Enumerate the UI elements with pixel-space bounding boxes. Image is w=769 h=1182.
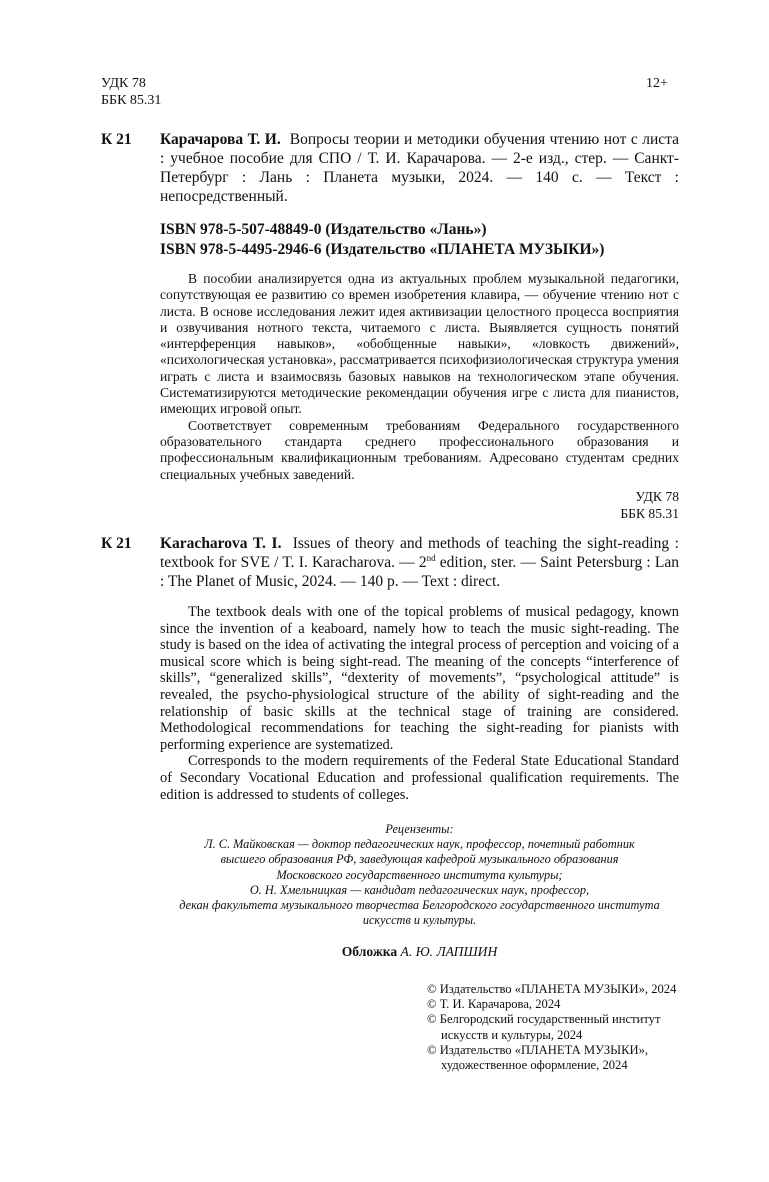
- copyright-3a: © Белгородский государственный институт: [427, 1012, 661, 1027]
- ru-bbk: ББК 85.31: [620, 506, 679, 521]
- copyright-block: [427, 982, 727, 1073]
- age-rating: 12+: [646, 76, 668, 91]
- copyright-4b: художественное оформление, 2024: [441, 1058, 628, 1073]
- reviewer-line-6: искусств и культуры.: [362, 913, 477, 928]
- en-author: Karacharova T. I.: [160, 535, 282, 552]
- ru-isbn-2: ISBN 978-5-4495-2946-6 (Издательство «ПЛАНЕТА МУЗЫКИ»): [160, 241, 605, 258]
- ru-entry-text: Вопросы теории и методики обучения чтению нот с листа : учебное пособие для СПО / Т. И. Карачарова. — 2-е изд., стер. — Санкт-Петербург : Лань : Планета музыки, 2024. — 140 с. — Текст : непосредственный.: [160, 131, 679, 205]
- copyright-4a: © Издательство «ПЛАНЕТА МУЗЫКИ»,: [427, 1042, 649, 1057]
- reviewer-line-1: Л. С. Майковская — доктор педагогических наук, профессор, почетный работник: [204, 837, 635, 852]
- ru-udk: УДК 78: [635, 489, 679, 504]
- ru-abstract-p1: В пособии анализируется одна из актуальных проблем музыкальной педагогики, сопутствующая ее развитию со времен изобретения клавира, — обучение чтению нот с листа. В основе исследования лежит идея активизации целостного процесса восприятия и озвучивания нотного текста, читаемого с листа. Выявляется сущность понятий «интерференция навыков», «обобщенные навыки», «ловкость движений», «психологическая установка», рассматривается психофизиологическая структура умения играть с листа и взаимосвязь базовых навыков на технологическом этапе обучения. Систематизируются методические рекомендации обучения игре с листа для пианистов, имеющих игровой опыт.: [160, 271, 679, 417]
- reviewer-line-3: Московского государственного института культуры;: [276, 867, 563, 882]
- ru-abstract: [160, 271, 679, 483]
- reviewer-line-5: декан факультета музыкального творчества Белгородского государственного института: [179, 898, 660, 913]
- ru-isbn-1: ISBN 978-5-507-48849-0 (Издательство «Лань»): [160, 221, 487, 238]
- en-entry-text-a: Issues of theory and methods of teaching the sight-reading : textbook for SVE / T. I. Karacharova. — 2: [160, 535, 679, 571]
- copyright-1: © Издательство «ПЛАНЕТА МУЗЫКИ», 2024: [427, 982, 677, 996]
- copyright-3b: искусств и культуры, 2024: [441, 1027, 583, 1042]
- ru-author: Карачарова Т. И.: [160, 131, 281, 148]
- cover-credit: [160, 943, 679, 960]
- cover-name: А. Ю. ЛАПШИН: [400, 944, 498, 959]
- en-abstract-p1: The textbook deals with one of the topical problems of musical pedagogy, known since the invention of a keaboard, namely how to teach the music sight-reading. The study is based on the idea of activating the integral process of perception and voicing of a musical score which is being sight-read. The meaning of the concepts “interference of skills”, “generalized skills”, “dexterity of movements”, “psychological attitude” is revealed, the psycho-physiological structure of the ability of sight-reading and the relationship of basic skills at the technical stage of training are considered. Methodological recommendations for teaching the sight-reading for pianists with performing experience are systematized.: [160, 604, 679, 753]
- copyright-2: © Т. И. Карачарова, 2024: [427, 997, 561, 1012]
- reviewers: [101, 822, 738, 928]
- ru-author-code: К 21: [101, 131, 132, 148]
- en-bibliographic-entry: [160, 534, 679, 591]
- ru-abstract-p2: Соответствует современным требованиям Федерального государственного образовательного стандарта среднего профессионального образования и профессиональным квалификационным требованиям. Адресовано студентам средних специальных учебных заведений.: [160, 417, 679, 482]
- ru-bibliographic-entry: [160, 130, 679, 206]
- en-author-code: К 21: [101, 535, 132, 552]
- header-bbk: ББК 85.31: [101, 93, 162, 108]
- reviewers-title: Рецензенты:: [385, 822, 454, 836]
- reviewer-line-2: высшего образования РФ, заведующая кафедрой музыкального образования: [220, 852, 619, 867]
- cover-label: Обложка: [341, 944, 398, 959]
- header-udk: УДК 78: [101, 76, 146, 91]
- en-entry-text-b: edition, ster. — Saint Petersburg : Lan : The Planet of Music, 2024. — 140 p. — Text : direct.: [160, 554, 679, 590]
- en-abstract: [160, 604, 679, 803]
- en-abstract-p2: Corresponds to the modern requirements of the Federal State Educational Standard of Secondary Vocational Education and professional qualification requirements. The edition is addressed to students of colleges.: [160, 753, 679, 803]
- reviewer-line-4: О. Н. Хмельницкая — кандидат педагогических наук, профессор,: [249, 882, 590, 897]
- en-entry-sup: nd: [426, 553, 436, 563]
